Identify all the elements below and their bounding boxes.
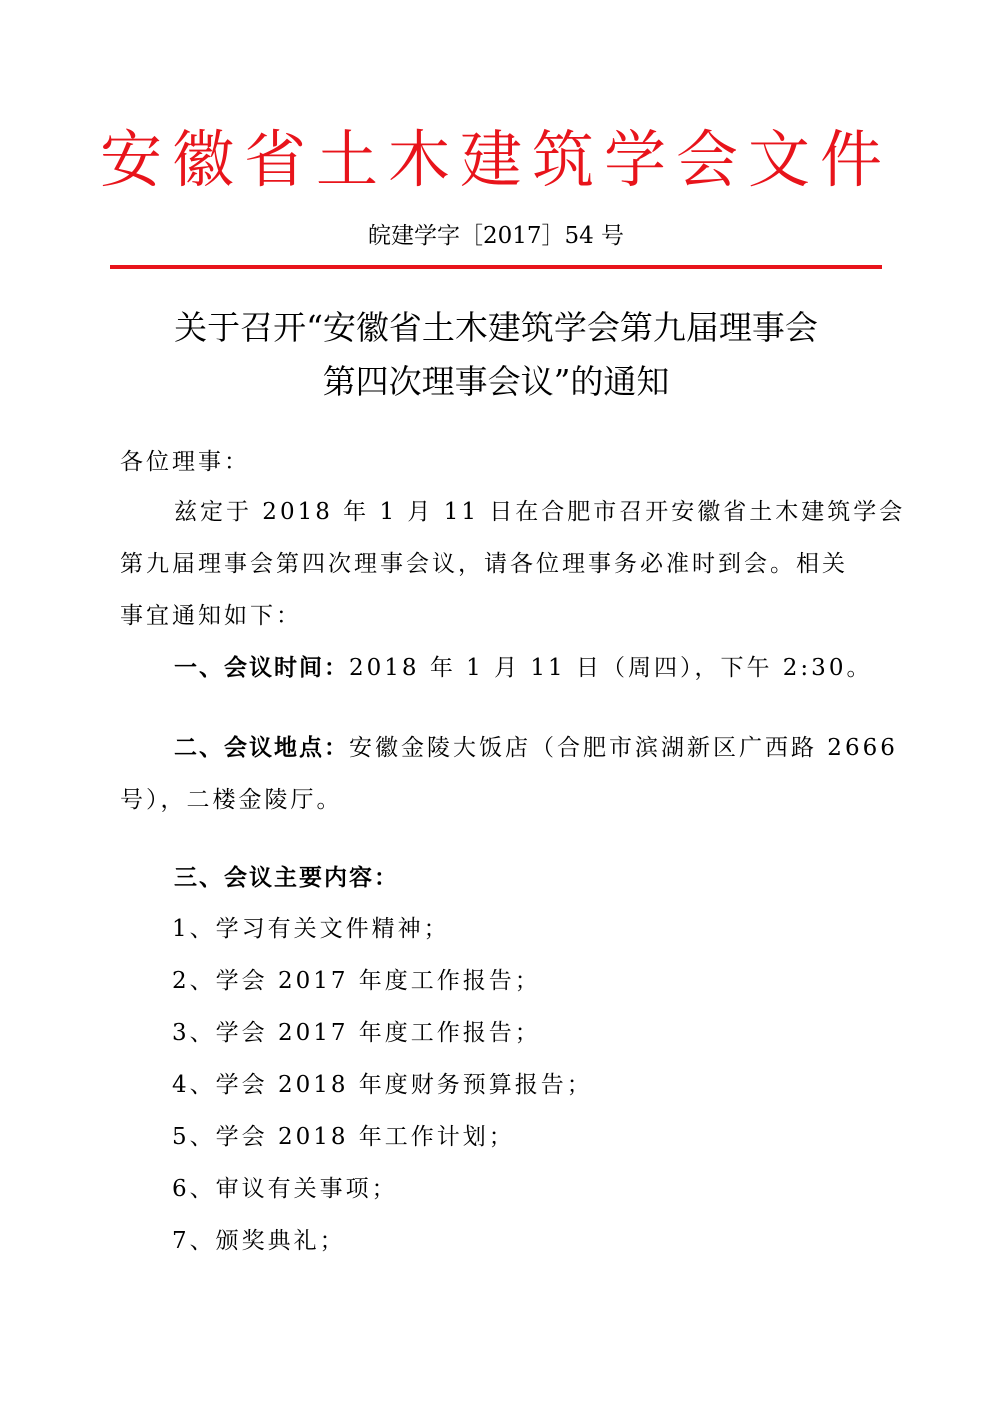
meeting-content-label: 三、会议主要内容： <box>174 865 399 891</box>
red-divider-line <box>110 265 882 269</box>
content-item-1: 1、学习有关文件精神； <box>172 916 450 942</box>
document-number: 皖建学字［2017］54 号 <box>367 223 625 249</box>
content-item-6: 6、审议有关事项； <box>172 1176 398 1202</box>
content-item-2: 2、学会 2017 年度工作报告； <box>172 968 541 994</box>
meeting-place-value: 安徽金陵大饭店（合肥市滨湖新区广西路 2666 <box>349 735 898 761</box>
content-item-4: 4、学会 2018 年度财务预算报告； <box>172 1072 593 1098</box>
meeting-place <box>174 728 934 768</box>
salutation: 各位理事： <box>120 449 250 475</box>
document-masthead: 安徽省土木建筑学会文件 <box>99 123 892 196</box>
meeting-time <box>174 648 934 688</box>
meeting-place-continued: 号），二楼金陵厅。 <box>120 787 343 813</box>
meeting-place-label: 二、会议地点： <box>174 735 349 761</box>
meeting-time-label: 一、会议时间： <box>174 655 349 681</box>
intro-line-3: 事宜通知如下： <box>120 603 302 629</box>
notice-title-line-2: 第四次理事会议”的通知 <box>322 362 670 401</box>
content-item-3: 3、学会 2017 年度工作报告； <box>172 1020 541 1046</box>
notice-title-line-1: 关于召开“安徽省土木建筑学会第九届理事会 <box>174 308 818 347</box>
intro-line-2: 第九届理事会第四次理事会议，请各位理事务必准时到会。相关 <box>120 551 848 577</box>
meeting-time-value: 2018 年 1 月 11 日（周四），下午 2:30。 <box>349 655 873 681</box>
intro-line-1: 兹定于 2018 年 1 月 11 日在合肥市召开安徽省土木建筑学会 <box>174 499 906 525</box>
content-item-5: 5、学会 2018 年工作计划； <box>172 1124 515 1150</box>
content-item-7: 7、颁奖典礼； <box>172 1228 346 1254</box>
